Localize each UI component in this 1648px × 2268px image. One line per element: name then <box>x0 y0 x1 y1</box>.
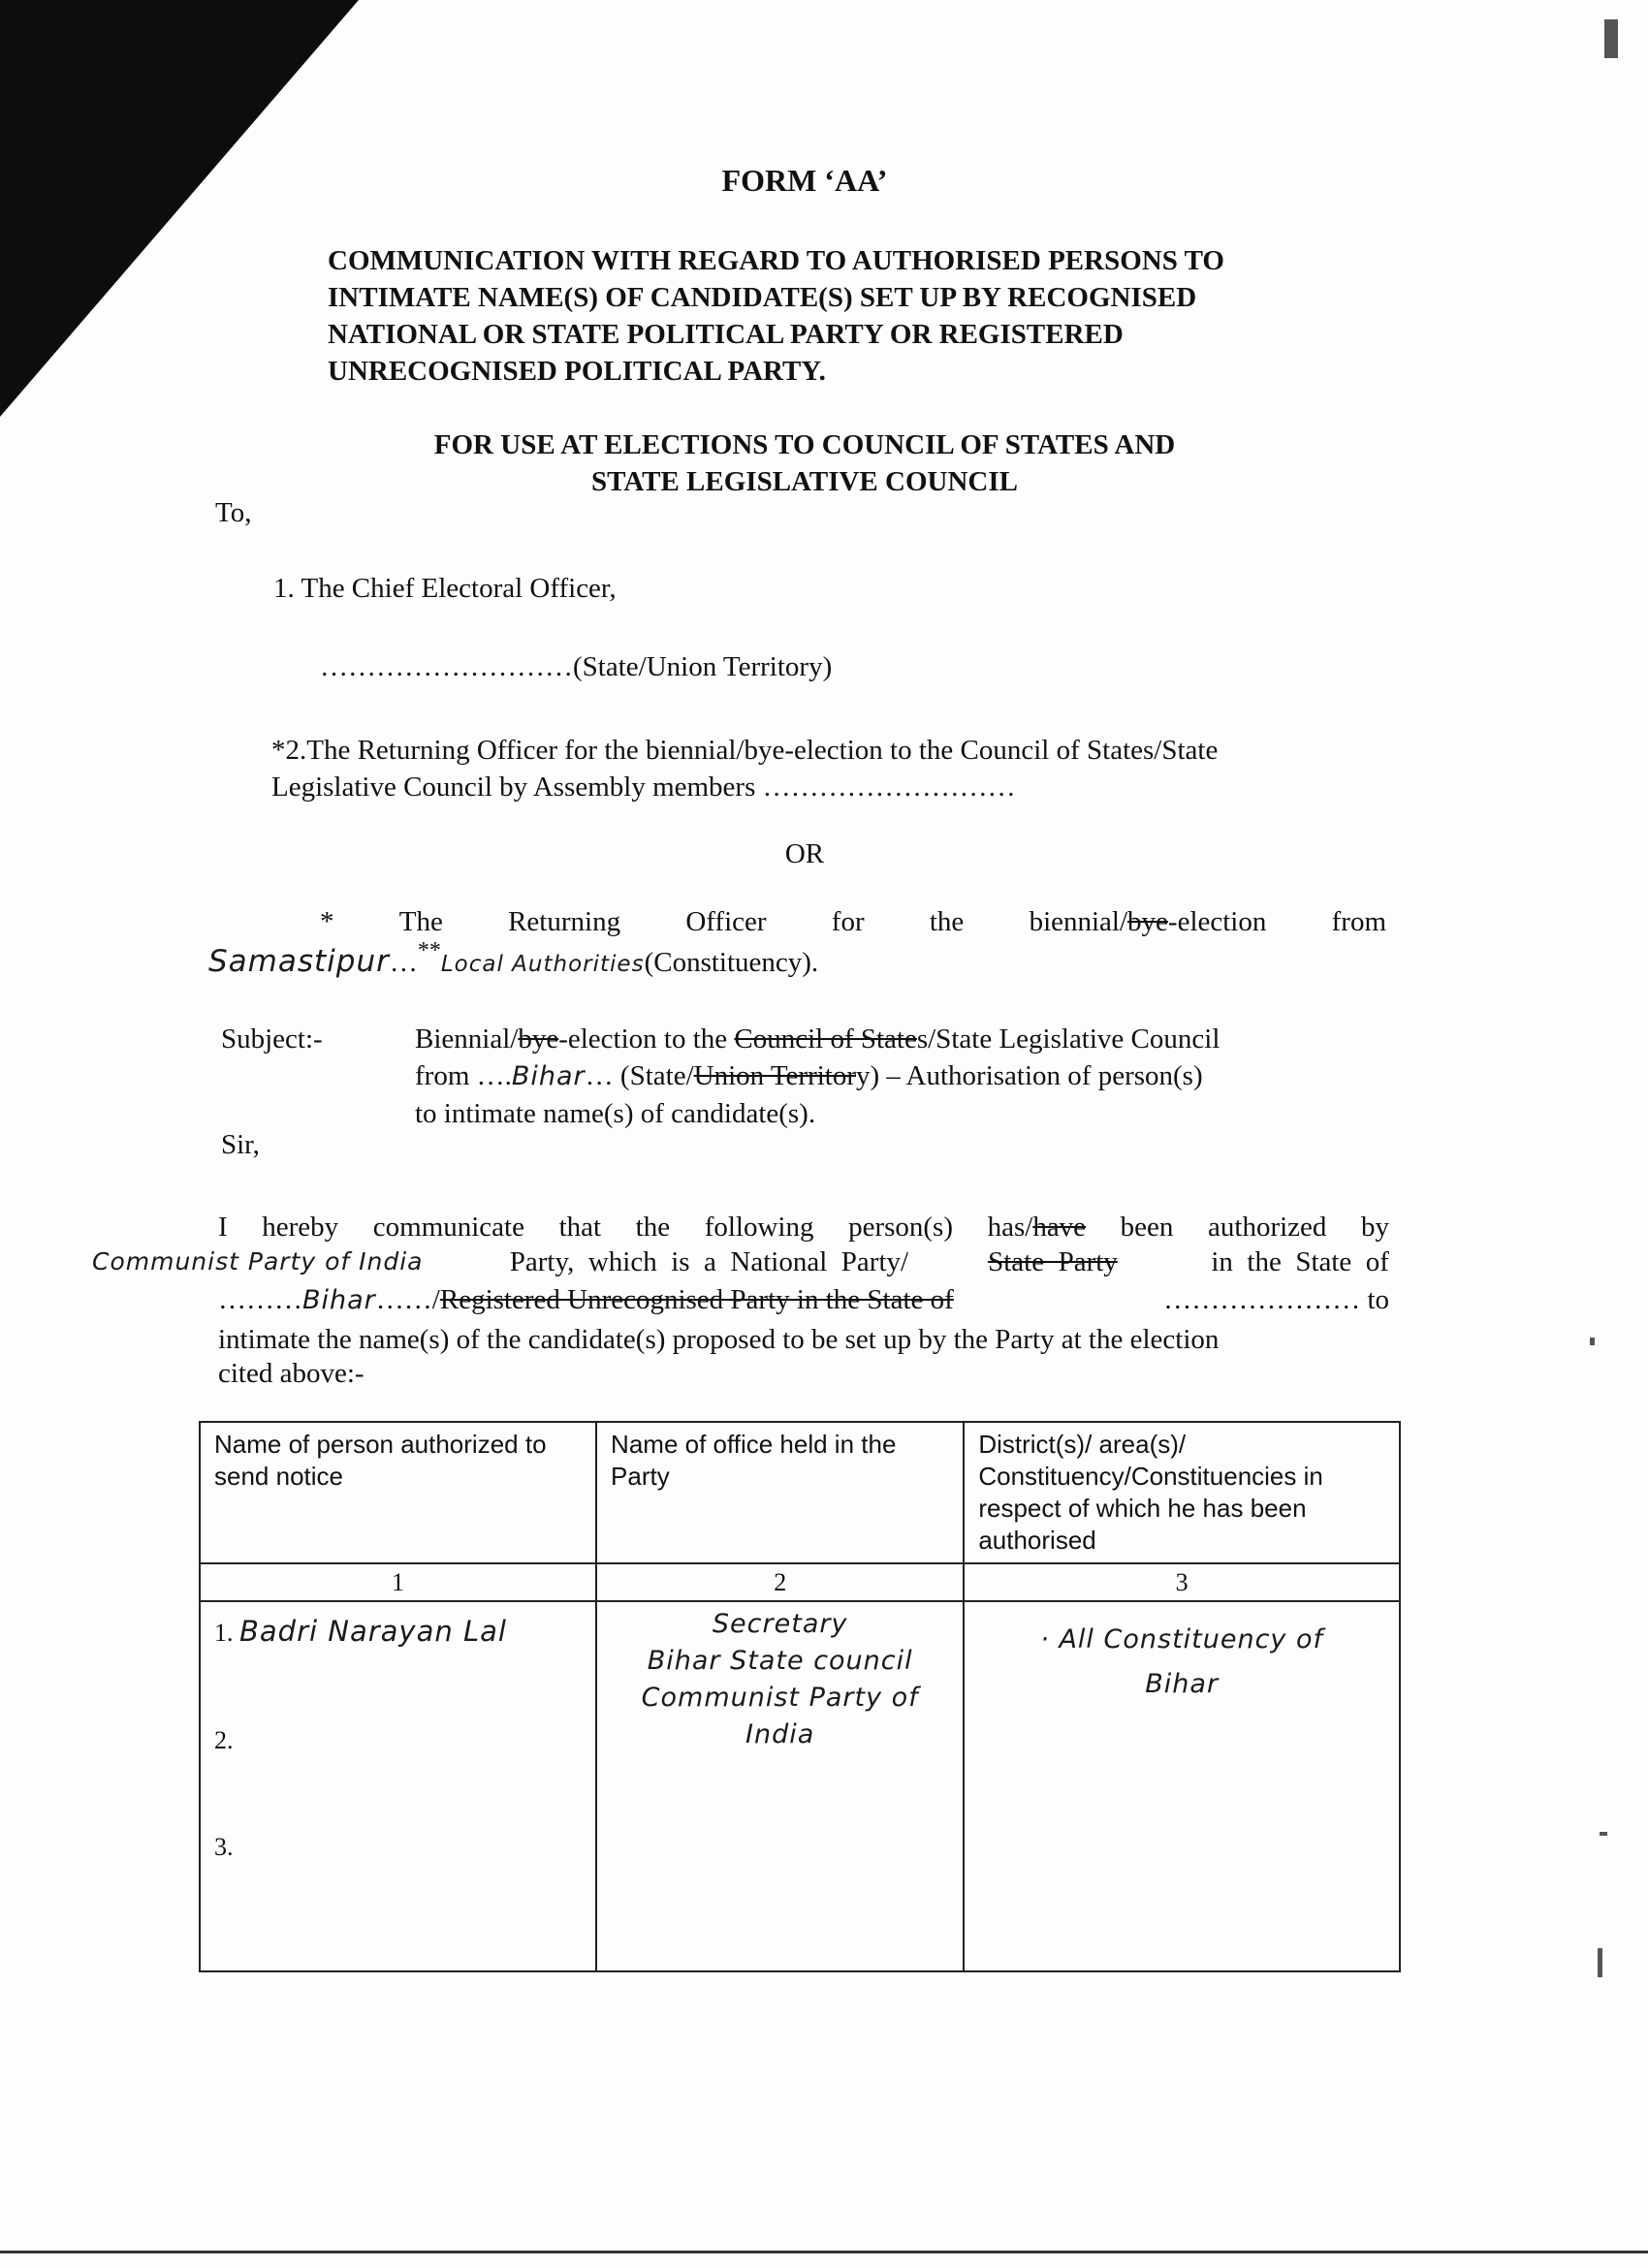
item-3-word-officer: Officer <box>685 906 767 937</box>
to-label: To, <box>215 497 252 528</box>
addressee-item-3-line-1 <box>320 903 1386 940</box>
handwritten-samastipur: Samastipur <box>208 944 390 979</box>
p2a: Party, which is a National Party/ <box>502 1246 909 1277</box>
table-header-row <box>200 1422 1400 1563</box>
s1c: -election to the <box>558 1024 735 1055</box>
body-line-1 <box>218 1209 1389 1245</box>
for-use-line-2: STATE LEGISLATIVE COUNCIL <box>591 466 1018 497</box>
item-3-word-returning: Returning <box>508 906 621 937</box>
s2d: y) – Authorisation of person(s) <box>856 1060 1203 1091</box>
scan-corner-shadow <box>0 0 359 417</box>
or-separator: OR <box>784 838 825 869</box>
body-line-2 <box>92 1244 1389 1280</box>
body-paragraph <box>218 1209 1389 1245</box>
double-star: ** <box>417 938 441 963</box>
s1a: Biennial/ <box>415 1024 519 1055</box>
person-cell <box>200 1601 596 1971</box>
item-3-word-biennial <box>1030 903 1267 940</box>
addressee-item-2 <box>271 732 1396 805</box>
list-item <box>214 1831 582 1941</box>
biennial-text: biennial/ <box>1029 906 1128 937</box>
p3dots: ……… <box>218 1284 302 1315</box>
addressee-item-3-line-2 <box>208 938 819 983</box>
s2b: … (State/ <box>585 1060 694 1091</box>
item-2-line-2: Legislative Council by Assembly members ……………………… <box>271 772 1016 803</box>
s1b-struck: bye <box>518 1024 559 1055</box>
scan-mark <box>1598 1948 1602 1977</box>
item-3-word-the: The <box>398 906 443 937</box>
s2c-struck: Union Territor <box>693 1060 856 1091</box>
handwritten-bihar-subject: Bihar <box>511 1061 586 1091</box>
scan-mark <box>1590 1338 1595 1345</box>
for-use-heading <box>291 426 1318 500</box>
office-line-1: Secretary <box>712 1609 848 1639</box>
subject-line-3: to intimate name(s) of candidate(s). <box>415 1098 816 1129</box>
item-3-word-from: from <box>1331 906 1386 937</box>
body-line-4: intimate the name(s) of the candidate(s) proposed to be set up by the Party at the election <box>218 1324 1220 1355</box>
office-line-4: India <box>745 1719 815 1749</box>
scan-bottom-edge <box>0 2251 1648 2253</box>
state-line-dots: ……………………… <box>320 651 573 682</box>
item-3-star: * <box>320 906 334 937</box>
district-cell <box>964 1601 1400 1971</box>
election-text: -election <box>1167 906 1267 937</box>
list-item <box>214 1616 582 1724</box>
form-title: FORM ‘AA’ <box>721 163 888 198</box>
handwritten-bihar-body: Bihar <box>302 1285 376 1315</box>
row-label-2: 2. <box>214 1726 234 1754</box>
row-label-3: 3. <box>214 1833 234 1861</box>
header-person-name: Name of person authorized to send notice <box>200 1422 596 1563</box>
p2b-struck: State Party <box>988 1246 1118 1277</box>
handwritten-district <box>978 1618 1385 1707</box>
heading-line-2: INTIMATE NAME(S) OF CANDIDATE(S) SET UP BY RECOGNISED <box>328 282 1197 313</box>
handwritten-party-name: Communist Party of India <box>92 1247 424 1276</box>
item-2-line-1: *2.The Returning Officer for the biennial/bye-election to the Council of States/State <box>271 735 1219 766</box>
body-line-3 <box>218 1281 1389 1319</box>
constituency-text: (Constituency). <box>644 947 819 978</box>
state-line-label: (State/Union Territory) <box>573 651 833 682</box>
s1d-struck: Council of State <box>734 1024 917 1055</box>
heading-line-1: COMMUNICATION WITH REGARD TO AUTHORISED PERSONS TO <box>328 245 1224 276</box>
handwritten-office <box>611 1606 949 1753</box>
scan-mark <box>1600 1832 1607 1836</box>
heading-line-4: UNRECOGNISED POLITICAL PARTY. <box>328 356 826 387</box>
subject-text <box>415 1021 1404 1132</box>
p3-left <box>218 1281 954 1319</box>
office-cell <box>596 1601 964 1971</box>
subject-label: Subject:- <box>221 1024 323 1055</box>
p3a: ……/ <box>375 1284 440 1315</box>
p1c: been authorized by <box>1086 1212 1389 1243</box>
state-line <box>320 648 832 685</box>
header-office: Name of office held in the Party <box>596 1422 964 1563</box>
for-use-line-1: FOR USE AT ELECTIONS TO COUNCIL OF STATES AND <box>433 429 1176 460</box>
p1b-struck: have <box>1032 1212 1087 1243</box>
handwritten-local-authorities: Local Authorities <box>440 952 645 977</box>
p1a: I hereby communicate that the following person(s) has/ <box>218 1212 1033 1243</box>
district-line-1: · All Constituency of <box>1040 1624 1324 1654</box>
bye-struck: bye <box>1127 906 1168 937</box>
s2a: from …. <box>415 1060 512 1091</box>
form-heading <box>328 242 1394 390</box>
office-line-2: Bihar State council <box>647 1646 913 1676</box>
col-number-3: 3 <box>964 1563 1400 1601</box>
authorised-persons-table <box>199 1421 1401 1972</box>
p3c: ………………… to <box>1156 1284 1389 1315</box>
subject-line-2 <box>415 1057 1404 1095</box>
table-row <box>200 1601 1400 1971</box>
header-district: District(s)/ area(s)/ Constituency/Constituencies in respect of which he has been authorised <box>964 1422 1400 1563</box>
office-line-3: Communist Party of <box>641 1683 919 1713</box>
p3b-struck: Registered Unrecognised Party in the State of <box>439 1284 954 1315</box>
table-number-row <box>200 1563 1400 1601</box>
addressee-item-1: 1. The Chief Electoral Officer, <box>273 573 617 604</box>
item-3-dots: … <box>389 947 418 978</box>
item-3-word-the-2: the <box>929 906 965 937</box>
col-number-2: 2 <box>596 1563 964 1601</box>
col-number-1: 1 <box>200 1563 596 1601</box>
p2c: in the State of <box>1196 1246 1389 1277</box>
body-line-5: cited above:- <box>218 1358 364 1389</box>
s1e: s/State Legislative Council <box>916 1024 1220 1055</box>
salutation: Sir, <box>221 1129 260 1160</box>
subject-line-1 <box>415 1021 1404 1057</box>
district-line-2: Bihar <box>1145 1669 1220 1699</box>
row-label-1: 1. <box>214 1619 234 1647</box>
list-item <box>214 1724 582 1831</box>
item-3-word-for: for <box>831 906 865 937</box>
handwritten-person-name: Badri Narayan Lal <box>239 1615 507 1648</box>
heading-line-3: NATIONAL OR STATE POLITICAL PARTY OR REGISTERED <box>328 319 1124 350</box>
scan-mark <box>1604 19 1618 58</box>
